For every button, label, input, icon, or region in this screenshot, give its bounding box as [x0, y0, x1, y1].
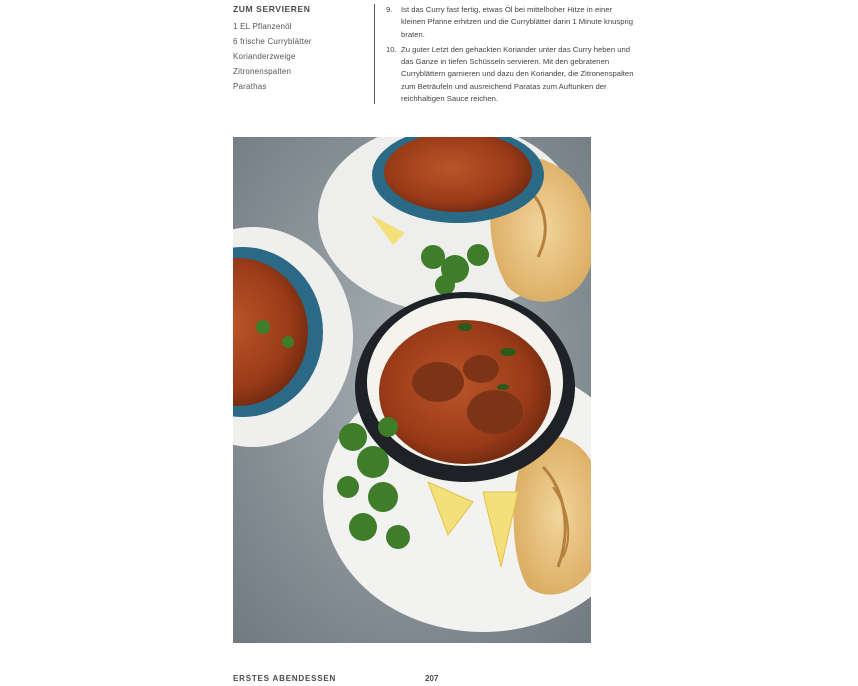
serving-item: Korianderzweige [233, 52, 296, 61]
serving-heading: ZUM SERVIEREN [233, 4, 311, 14]
serving-ingredients [233, 4, 368, 94]
method-step [386, 4, 636, 41]
curry-photo [233, 137, 591, 643]
serving-item: 1 EL Pflanzenöl [233, 22, 292, 31]
column-divider [374, 4, 375, 104]
main-bowl-curry [379, 320, 551, 464]
top-plate [318, 137, 591, 312]
page-number: 207 [425, 674, 439, 683]
curry-illustration [233, 137, 591, 643]
method-steps [386, 4, 636, 108]
serving-item: Parathas [233, 82, 267, 91]
step-number: 10. [386, 44, 397, 54]
footer-section-title: ERSTES ABENDESSEN [233, 674, 337, 683]
step-text: Zu guter Letzt den gehackten Koriander unter das Curry heben und das Ganze in tiefen Schüsseln servieren. Mit den gebratenen Curryblättern garnieren und dazu den Koriander, die Zitronenspalten zum Beträufeln und ausreichend Paratas zum Auftunken der reichhaltigen Sauce reichen. [401, 44, 634, 104]
serving-item: Zitronenspalten [233, 67, 292, 76]
step-number: 9. [386, 5, 393, 14]
method-step [386, 44, 636, 105]
step-text: Ist das Curry fast fertig, etwas Öl bei mittelhoher Hitze in einer kleinen Pfanne erhitzen und die Curryblätter darin 1 Minute knusprig braten. [401, 5, 634, 39]
serving-item: 6 frische Curryblätter [233, 37, 312, 46]
